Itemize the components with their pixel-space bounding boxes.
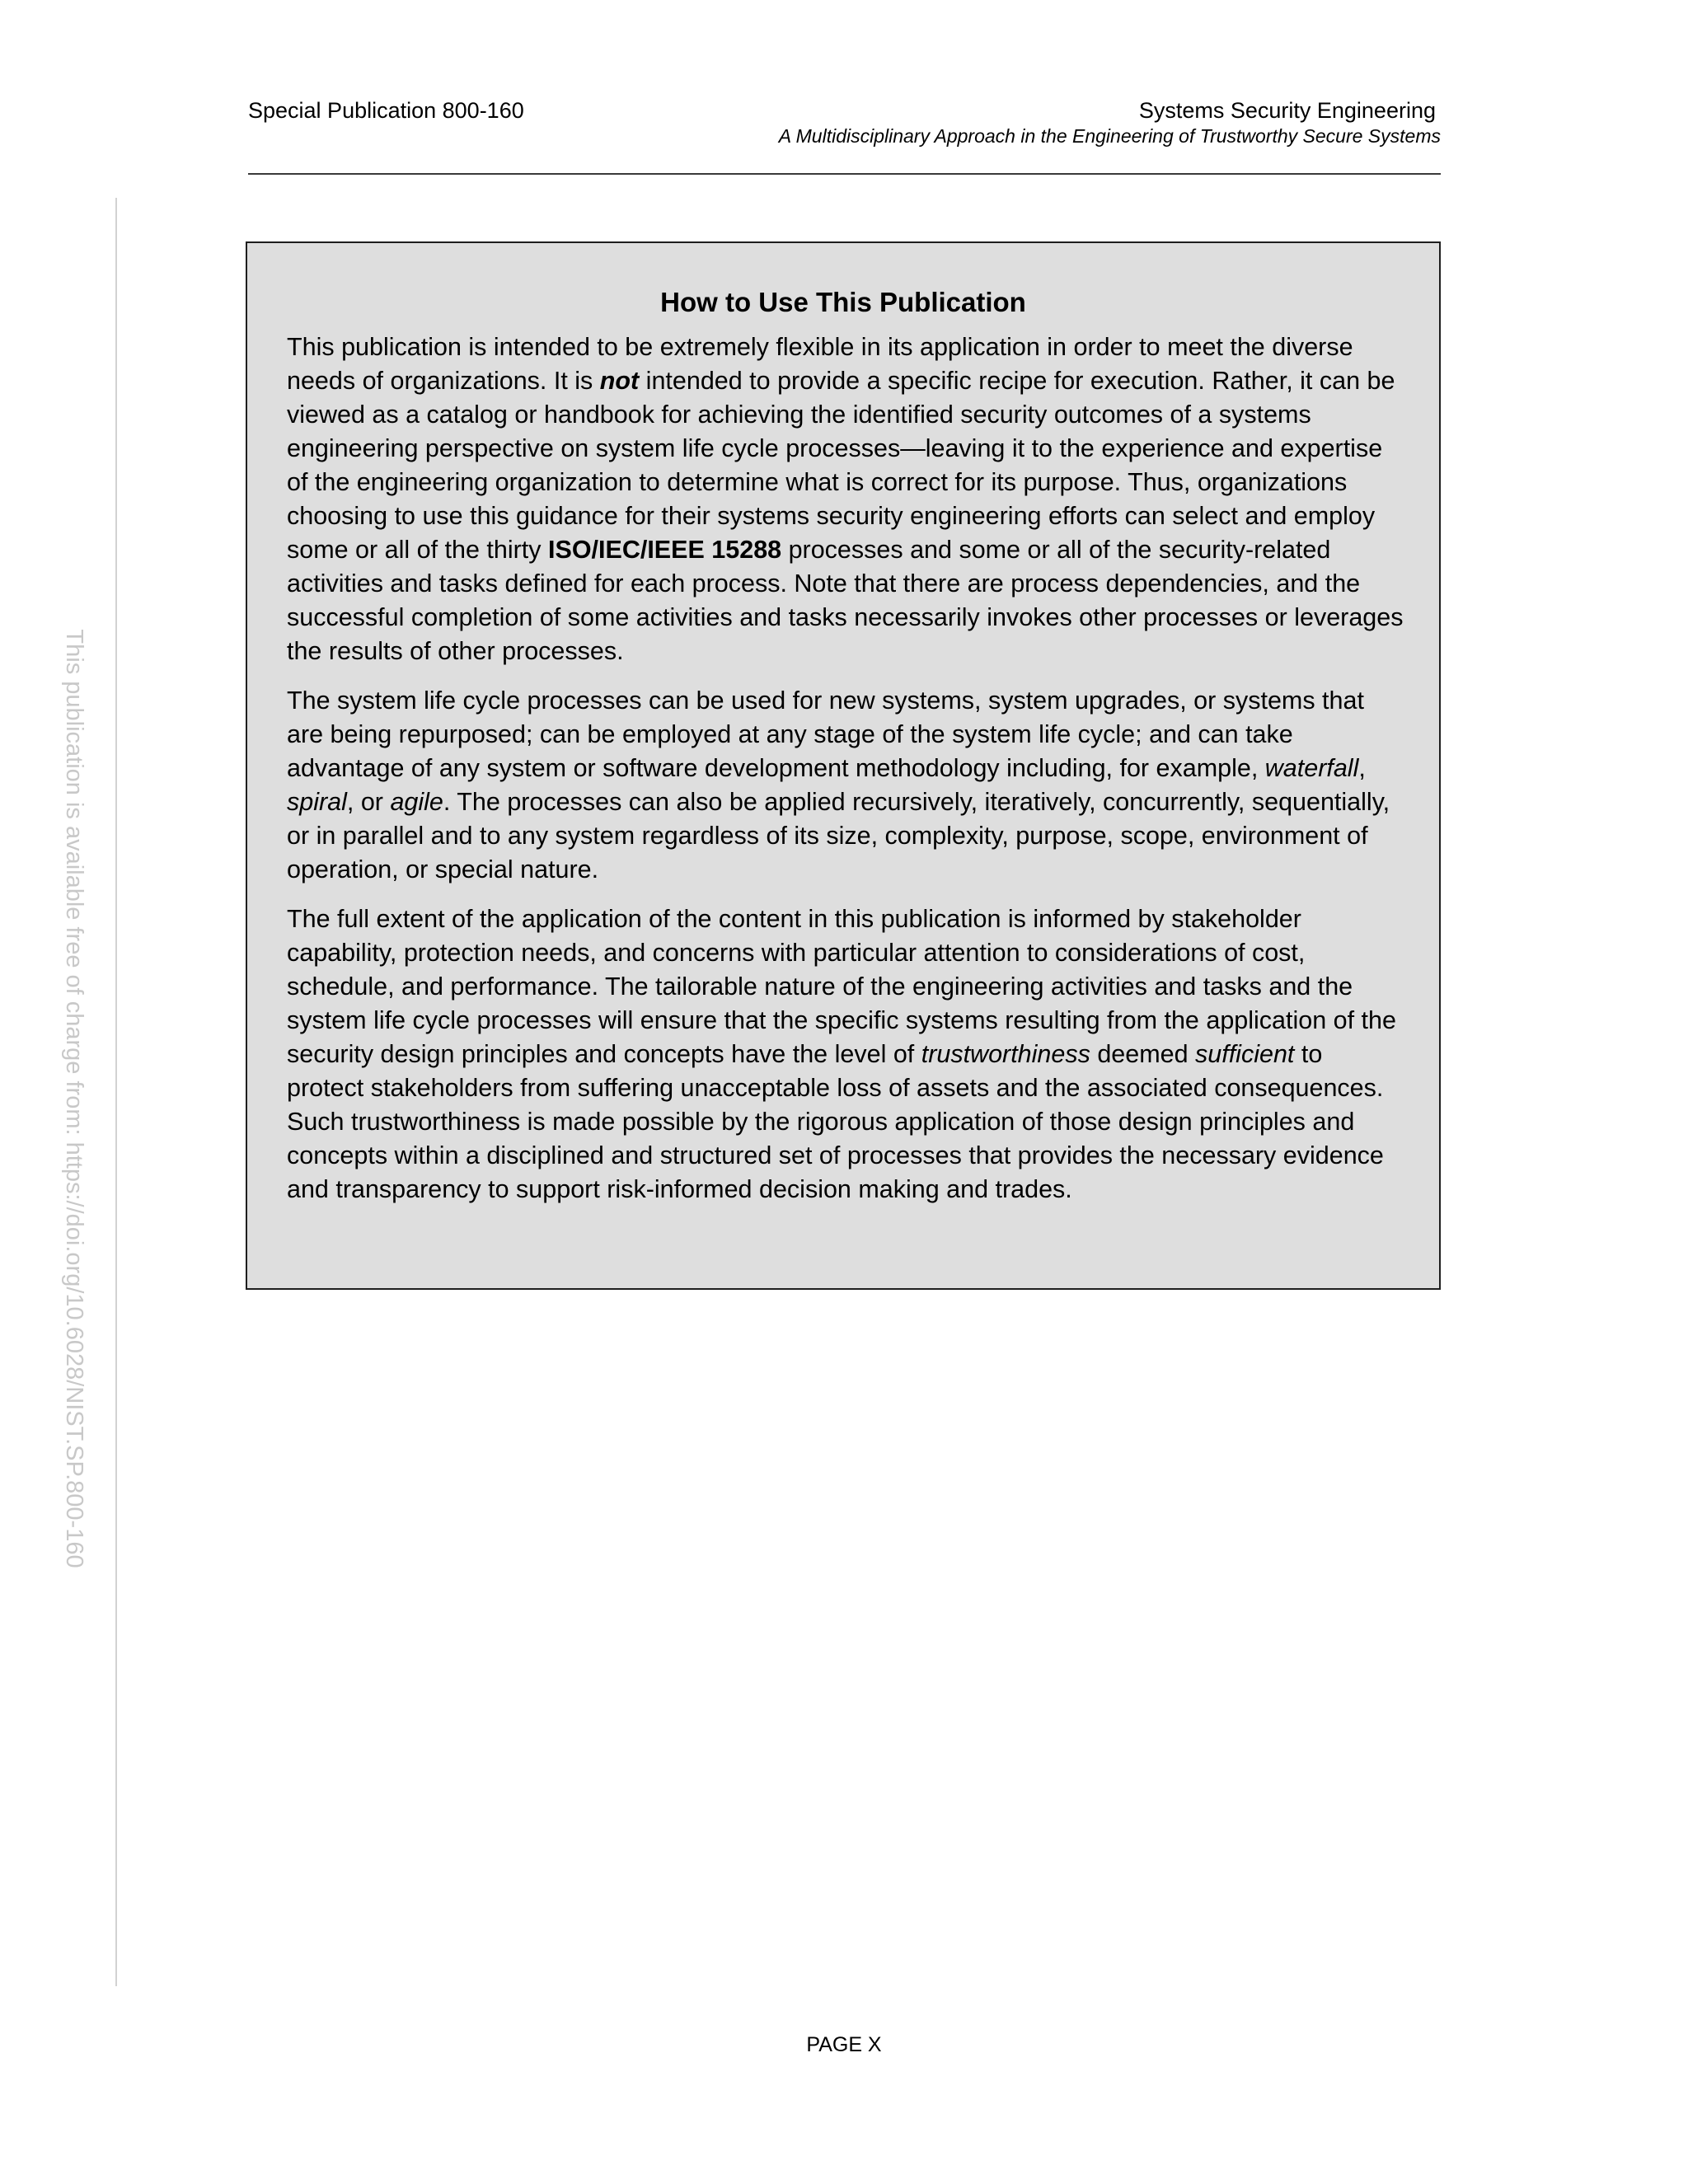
emphasis-text: spiral [287, 788, 347, 816]
box-title: How to Use This Publication [660, 287, 1026, 317]
emphasis-text: waterfall [1264, 754, 1359, 782]
page-number: PAGE X [806, 2033, 882, 2056]
text-run: The full extent of the application of the content in this publication is informed by stakeholder capability, protection needs, and concerns with particular attention to considerations of cost, schedule, and performance. The tailorable nature of the engineering activities and tasks and the system life cycle processes will ensure that the specific systems resulting from the application of the security design principles and concepts have the level of [287, 905, 1396, 1068]
emphasis-text: agile [390, 788, 443, 816]
emphasis-text: sufficient [1195, 1040, 1295, 1068]
availability-notice: This publication is available free of charge from: https://doi.org/10.6028/NIST.SP.800-160 [61, 629, 87, 1568]
paragraph-1 [287, 330, 1406, 668]
emphasis-text: trustworthiness [921, 1040, 1090, 1068]
how-to-use-box [246, 241, 1441, 1290]
text-run: The system life cycle processes can be used for new systems, system upgrades, or systems that are being repurposed; can be employed at any stage of the system life cycle; and can take advantage of any system or software development methodology including, for example, [287, 687, 1364, 782]
running-header [779, 97, 1441, 148]
paragraph-2 [287, 684, 1406, 887]
text-run: . The processes can also be applied recursively, iteratively, concurrently, sequentially, or in parallel and to any system regardless of its size, complexity, purpose, scope, environment of operation, or special nature. [287, 788, 1390, 883]
document-subtitle: A Multidisciplinary Approach in the Engineering of Trustworthy Secure Systems [778, 125, 1441, 147]
margin-divider [115, 198, 117, 1986]
text-run: , or [346, 788, 391, 816]
text-run: processes and some or all of the security-related activities and tasks defined for each process. Note that there are process dependencies, and the successful completion of some activities and tasks necessarily invokes other processes or leverages the results of other processes. [287, 536, 1404, 665]
paragraph-3 [287, 902, 1406, 1207]
publication-series: Special Publication 800-160 [248, 98, 524, 123]
standard-reference: ISO/IEC/IEEE 15288 [548, 536, 782, 564]
header-divider [248, 173, 1441, 175]
emphasis-text: not [599, 367, 640, 395]
text-run: , [1358, 754, 1366, 782]
text-run: intended to provide a specific recipe for execution. Rather, it can be viewed as a catalog or handbook for achieving the identified security outcomes of a systems engineering perspective on system life cycle processes—leaving it to the experience and expertise of the engineering organization to determine what is correct for its purpose. Thus, organizations choosing to use this guidance for their systems security engineering efforts can select and employ some or all of the thirty [287, 367, 1395, 564]
document-title: Systems Security Engineering [1138, 98, 1436, 123]
text-run: deemed [1090, 1040, 1196, 1068]
text-run: This publication is intended to be extremely flexible in its application in order to meet the diverse needs of organizations. It is [287, 333, 1353, 395]
text-run: to protect stakeholders from suffering unacceptable loss of assets and the associated consequences. Such trustworthiness is made possible by the rigorous application of those design principles and concepts within a disciplined and structured set of processes that provides the necessary evidence and transparency to support risk-informed decision making and trades. [287, 1040, 1384, 1203]
